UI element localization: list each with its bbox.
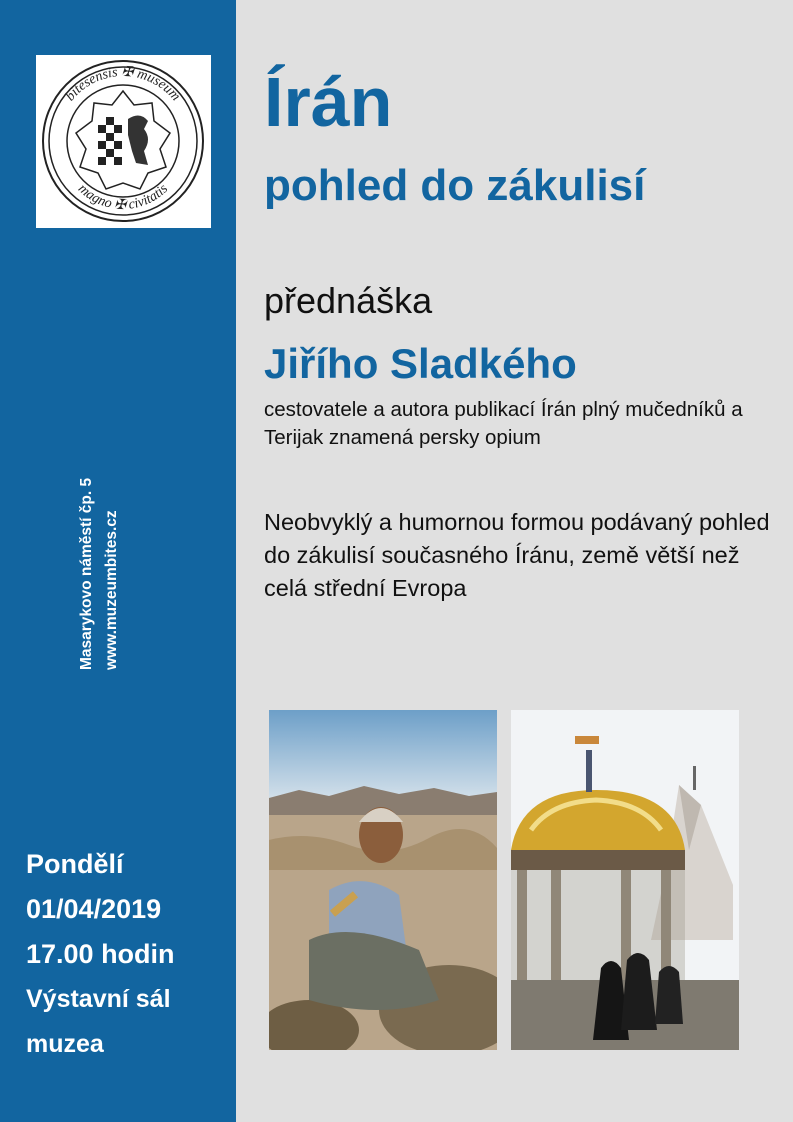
speaker-name: Jiřího Sladkého [264, 340, 577, 387]
museum-seal-logo [36, 55, 211, 228]
website-link[interactable]: www.muzeumbites.cz [103, 510, 120, 670]
event-time: 17.00 hodin [26, 939, 175, 969]
speaker-description: cestovatele a autora publikací Írán plný mučedníků a Terijak znamená persky opium [264, 398, 743, 449]
event-day: Pondělí [26, 849, 124, 879]
page-subtitle: pohled do zákulisí [264, 161, 646, 210]
event-date: 01/04/2019 [26, 894, 162, 924]
svg-text:magno ✠ civitatis: magno ✠ civitatis [74, 181, 172, 214]
lecture-label: přednáška [264, 280, 433, 321]
event-venue-line1: Výstavní sál [26, 985, 171, 1013]
event-venue-line2: muzea [26, 1030, 104, 1058]
svg-text:bitesensis ✠ museum: bitesensis ✠ museum [62, 64, 183, 105]
address: Masarykovo náměstí čp. 5 [78, 477, 95, 670]
event-info [26, 842, 175, 1067]
page-title: Írán [264, 63, 393, 141]
photo-golden-dome [511, 710, 739, 1050]
main-content [236, 0, 793, 1122]
seal-icon [36, 55, 211, 228]
sidebar [0, 0, 236, 1122]
event-blurb: Neobvyklý a humornou formou podávaný pohled do zákulisí současného Íránu, země větší než celá střední Evropa [264, 509, 770, 601]
photo-man-desert [269, 710, 497, 1050]
contact-block [74, 400, 134, 670]
